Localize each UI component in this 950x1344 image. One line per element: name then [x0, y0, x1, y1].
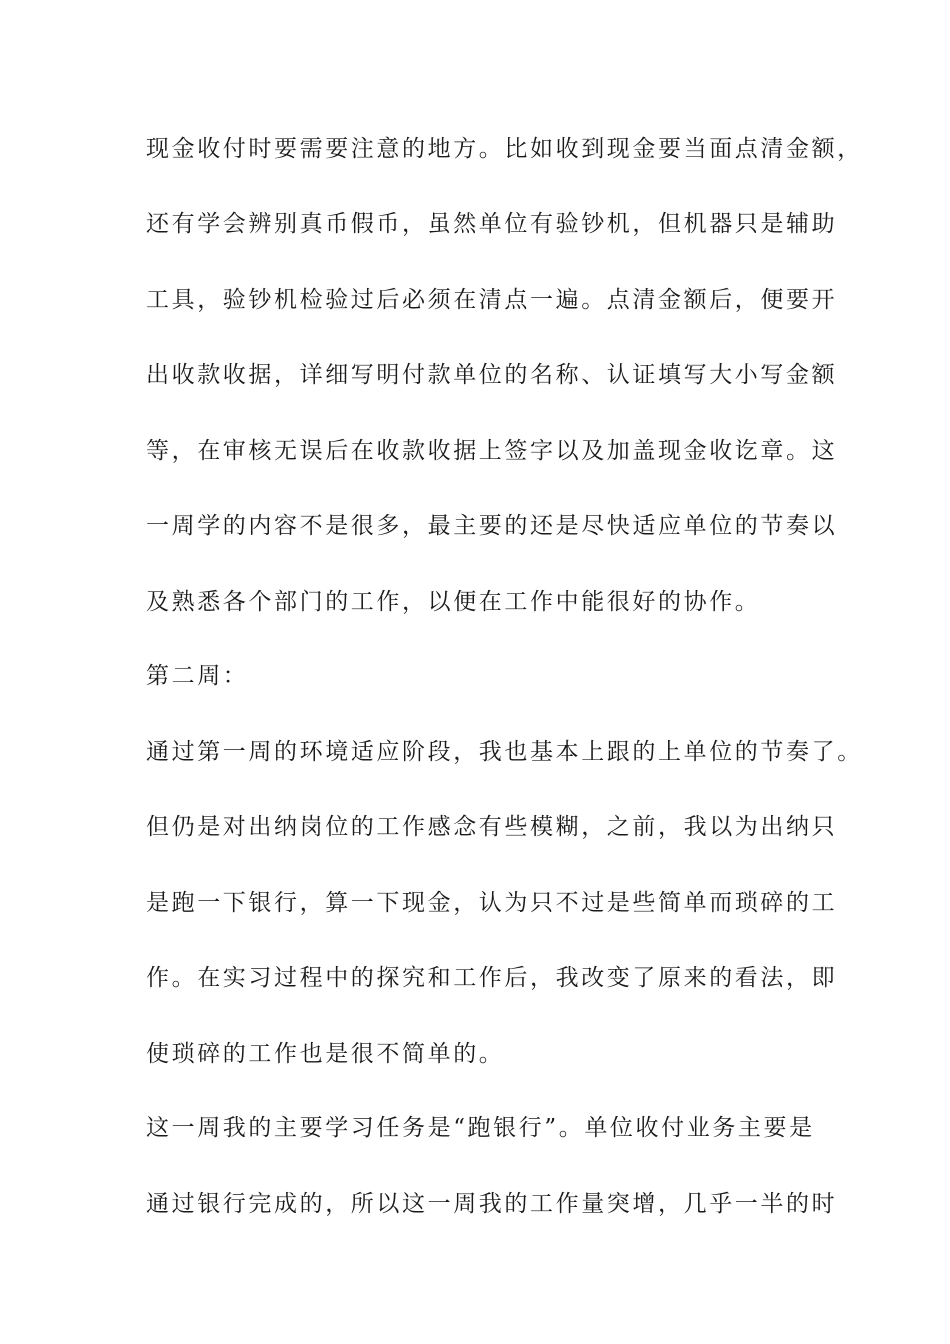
text-line: 工具，验钞机检验过后必须在清点一遍。点清金额后，便要开 — [146, 287, 838, 313]
text-line: 还有学会辨别真币假币，虽然单位有验钞机，但机器只是辅助 — [146, 211, 838, 237]
text-line: 现金收付时要需要注意的地方。比如收到现金要当面点清金额， — [146, 136, 863, 162]
text-line: 等，在审核无误后在收款收据上签字以及加盖现金收讫章。这 — [146, 438, 838, 464]
text-line: 作。在实习过程中的探究和工作后，我改变了原来的看法，即 — [146, 965, 838, 991]
text-line: 是跑一下银行，算一下现金，认为只不过是些简单而琐碎的工 — [146, 890, 838, 916]
text-line: 通过第一周的环境适应阶段，我也基本上跟的上单位的节奏了。 — [146, 739, 863, 765]
text-line: 通过银行完成的，所以这一周我的工作量突增，几乎一半的时 — [146, 1191, 838, 1217]
text-line: 但仍是对出纳岗位的工作感念有些模糊，之前，我以为出纳只 — [146, 814, 838, 840]
section-heading: 第二周： — [146, 663, 249, 689]
text-line: 出收款收据，详细写明付款单位的名称、认证填写大小写金额 — [146, 362, 838, 388]
text-line: 一周学的内容不是很多，最主要的还是尽快适应单位的节奏以 — [146, 513, 838, 539]
text-line: 这一周我的主要学习任务是“跑银行”。单位收付业务主要是 — [146, 1115, 815, 1141]
text-line: 使琐碎的工作也是很不简单的。 — [146, 1041, 505, 1067]
text-line: 及熟悉各个部门的工作，以便在工作中能很好的协作。 — [146, 589, 761, 615]
